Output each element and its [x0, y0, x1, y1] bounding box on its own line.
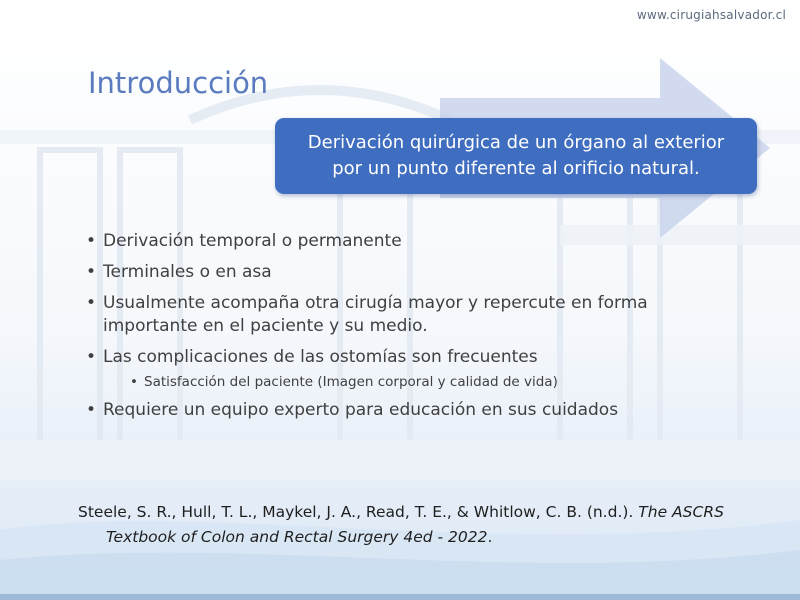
bullet-item — [86, 261, 726, 284]
bullet-icon: • — [86, 400, 97, 420]
bullet-icon: • — [130, 374, 138, 390]
bullet-text: Usualmente acompaña otra cirugía mayor y repercute en forma importante en el paciente y su medio. — [103, 293, 648, 336]
site-url: www.cirugiahsalvador.cl — [636, 8, 786, 22]
bullet-icon: • — [86, 262, 97, 282]
bullet-text: Derivación temporal o permanente — [103, 231, 402, 251]
reference-authors: Steele, S. R., Hull, T. L., Maykel, J. A., Read, T. E., & Whitlow, C. B. (n.d.). — [78, 503, 634, 521]
definition-line-2: por un punto diferente al orificio natural. — [332, 158, 700, 179]
bullet-icon: • — [86, 231, 97, 251]
bullet-list — [86, 230, 726, 430]
reference-title-part1: The ASCRS — [638, 503, 724, 521]
definition-line-1: Derivación quirúrgica de un órgano al exterior — [307, 132, 725, 153]
reference-title-part2: Textbook of Colon and Rectal Surgery 4ed - 2022 — [106, 528, 488, 546]
bullet-icon: • — [86, 347, 97, 367]
bullet-text: Las complicaciones de las ostomías son frecuentes — [103, 347, 538, 367]
bullet-text: Requiere un equipo experto para educación en sus cuidados — [103, 400, 619, 420]
bullet-item — [86, 346, 726, 369]
reference-citation — [78, 500, 768, 550]
bullet-icon: • — [86, 293, 97, 313]
slide-title: Introducción — [88, 66, 269, 100]
bullet-item — [86, 230, 726, 253]
bullet-text: Terminales o en asa — [103, 262, 272, 282]
sub-bullet-text: Satisfacción del paciente (Imagen corporal y calidad de vida) — [144, 374, 558, 390]
bullet-item — [86, 292, 726, 338]
definition-box — [275, 118, 757, 194]
sub-bullet-item — [130, 373, 726, 391]
bullet-item — [86, 399, 726, 422]
reference-end: . — [487, 528, 493, 546]
